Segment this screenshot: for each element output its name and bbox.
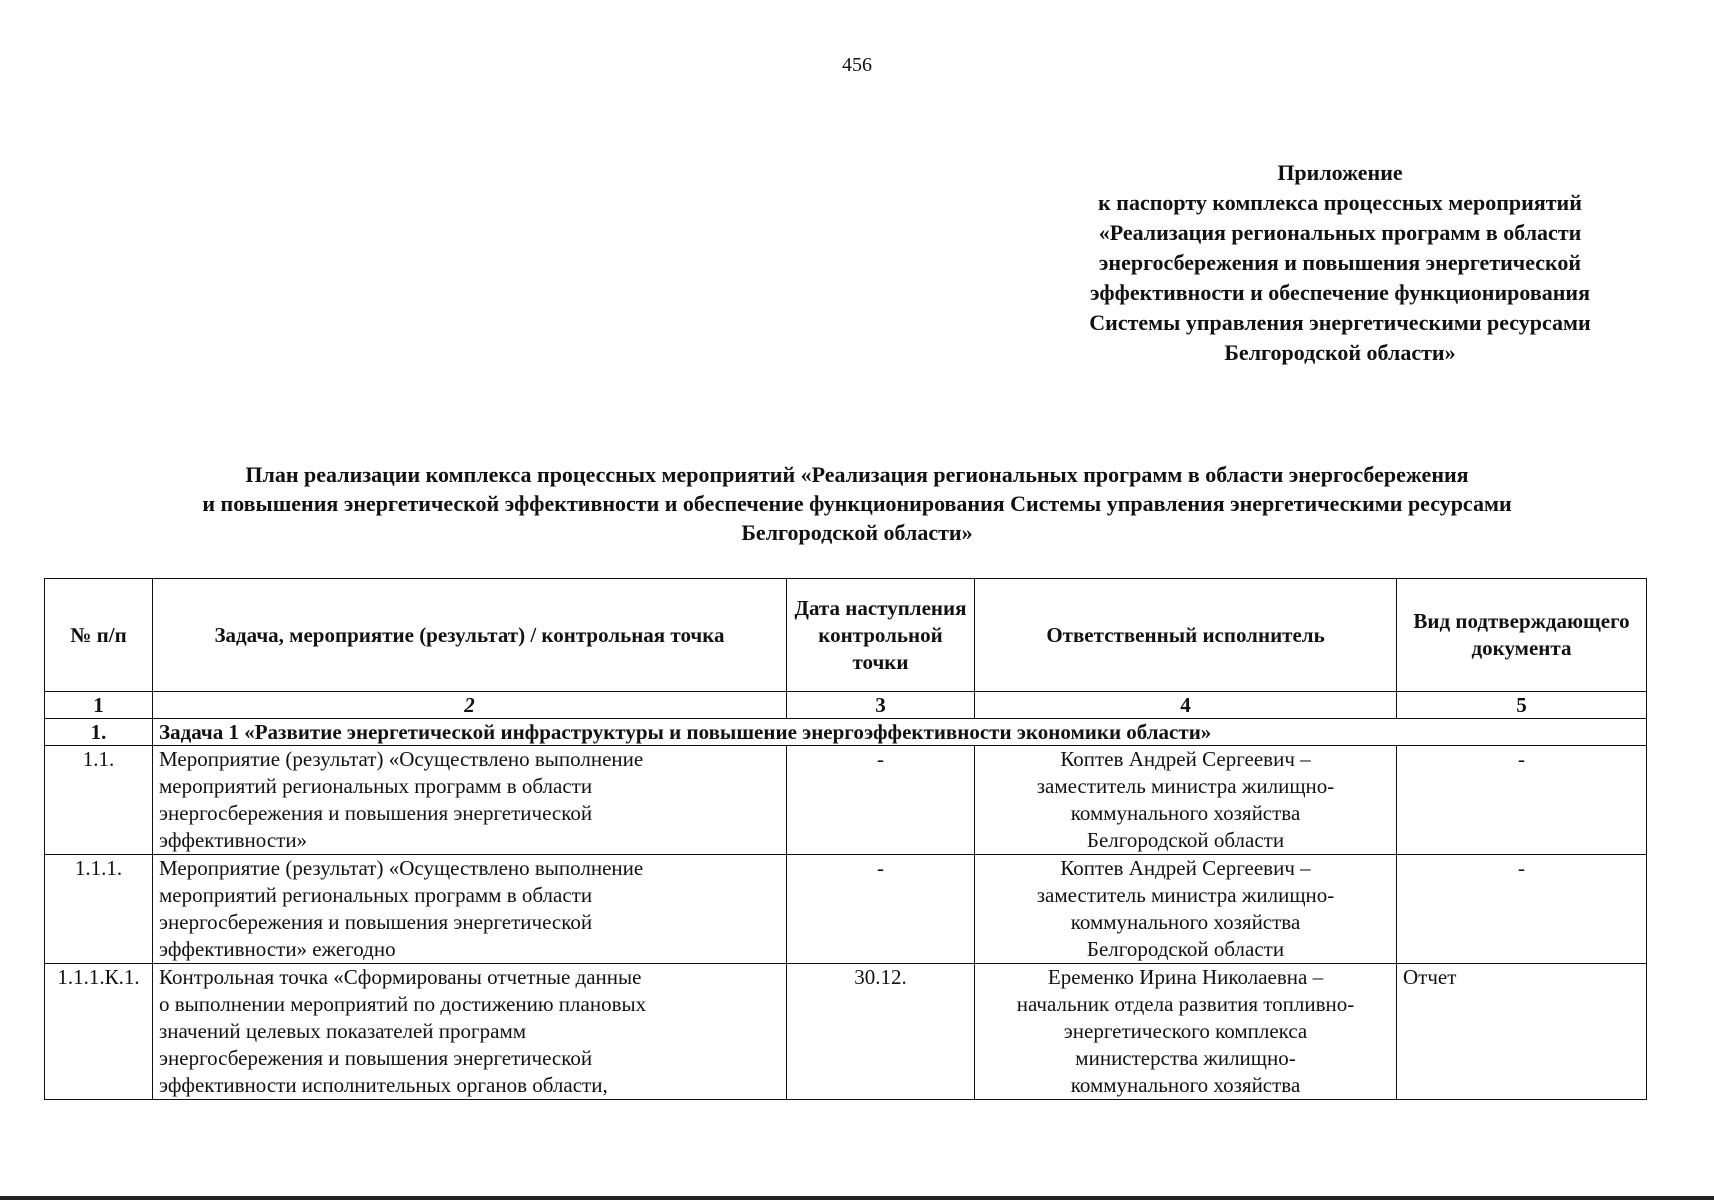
- row-executor-line: начальник отдела развития топливно-: [1016, 992, 1355, 1016]
- row-task-line: эффективности» ежегодно: [159, 937, 396, 961]
- row-task: [153, 746, 787, 855]
- header-date: Дата наступления контрольной точки: [787, 579, 975, 692]
- table-row: [45, 746, 1647, 855]
- row-task-line: значений целевых показателей программ: [159, 1019, 527, 1043]
- row-num: 1.1.1.: [45, 855, 153, 964]
- task-title: Задача 1 «Развитие энергетической инфраструктуры и повышение энергоэффективности экономики области»: [153, 719, 1647, 746]
- row-executor-line: энергетического комплекса: [1063, 1019, 1308, 1043]
- row-executor-line: коммунального хозяйства: [1070, 801, 1301, 825]
- row-executor-line: заместитель министра жилищно-: [1036, 774, 1335, 798]
- appendix-line: Системы управления энергетическими ресурсами: [1089, 310, 1591, 335]
- row-executor-line: коммунального хозяйства: [1070, 910, 1301, 934]
- plan-title-line: и повышения энергетической эффективности и обеспечение функционирования Системы управления энергетическими ресурсами: [202, 491, 1512, 516]
- row-date: 30.12.: [787, 964, 975, 1100]
- row-task-line: эффективности исполнительных органов области,: [159, 1073, 608, 1097]
- scan-bottom-edge: [0, 1196, 1714, 1200]
- column-number: 2: [153, 692, 787, 719]
- row-task-line: о выполнении мероприятий по достижению плановых: [159, 992, 647, 1016]
- row-task-line: энергосбережения и повышения энергетической: [159, 910, 593, 934]
- row-task-line: энергосбережения и повышения энергетической: [159, 1046, 593, 1070]
- row-executor: [975, 964, 1397, 1100]
- row-executor: [975, 855, 1397, 964]
- appendix-line: «Реализация региональных программ в области: [1098, 220, 1582, 245]
- row-task-line: энергосбережения и повышения энергетической: [159, 801, 593, 825]
- table-row: [45, 855, 1647, 964]
- appendix-heading: Приложение: [1277, 160, 1403, 185]
- header-executor: Ответственный исполнитель: [975, 579, 1397, 692]
- column-number: 5: [1397, 692, 1647, 719]
- plan-title: [40, 460, 1674, 547]
- row-document: -: [1397, 855, 1647, 964]
- row-executor-line: Еременко Ирина Николаевна –: [1047, 965, 1324, 989]
- header-document: Вид подтверждающего документа: [1397, 579, 1647, 692]
- task-row: [45, 719, 1647, 746]
- row-executor-line: Коптев Андрей Сергеевич –: [1060, 856, 1311, 880]
- table-row: [45, 964, 1647, 1100]
- column-number: 4: [975, 692, 1397, 719]
- plan-title-line: План реализации комплекса процессных мероприятий «Реализация региональных программ в области энергосбережения: [245, 462, 1469, 487]
- row-task-line: Мероприятие (результат) «Осуществлено выполнение: [159, 856, 644, 880]
- row-date: -: [787, 855, 975, 964]
- row-num: 1.1.1.К.1.: [45, 964, 153, 1100]
- header-task: Задача, мероприятие (результат) / контрольная точка: [153, 579, 787, 692]
- table-header-row: [45, 579, 1647, 692]
- row-executor-line: Коптев Андрей Сергеевич –: [1060, 747, 1311, 771]
- row-executor-line: Белгородской области: [1086, 828, 1285, 852]
- row-task: [153, 964, 787, 1100]
- row-document: -: [1397, 746, 1647, 855]
- header-num: № п/п: [45, 579, 153, 692]
- row-executor-line: министерства жилищно-: [1075, 1046, 1296, 1070]
- page-number: 456: [842, 54, 872, 76]
- appendix-line: Белгородской области»: [1224, 340, 1456, 365]
- row-task-line: Контрольная точка «Сформированы отчетные данные: [159, 965, 642, 989]
- column-number-row: [45, 692, 1647, 719]
- row-task-line: Мероприятие (результат) «Осуществлено выполнение: [159, 747, 644, 771]
- plan-title-line: Белгородской области»: [741, 520, 973, 545]
- row-executor-line: заместитель министра жилищно-: [1036, 883, 1335, 907]
- appendix-line: к паспорту комплекса процессных мероприятий: [1098, 190, 1582, 215]
- row-executor-line: коммунального хозяйства: [1070, 1073, 1301, 1097]
- row-task-line: мероприятий региональных программ в области: [159, 774, 593, 798]
- task-num: 1.: [45, 719, 153, 746]
- row-task: [153, 855, 787, 964]
- row-num: 1.1.: [45, 746, 153, 855]
- column-number: 1: [45, 692, 153, 719]
- plan-table: [44, 578, 1647, 1100]
- row-date: -: [787, 746, 975, 855]
- appendix-block: [1030, 158, 1650, 368]
- row-document: Отчет: [1397, 964, 1647, 1100]
- row-executor-line: Белгородской области: [1086, 937, 1285, 961]
- row-task-line: мероприятий региональных программ в области: [159, 883, 593, 907]
- appendix-line: энергосбережения и повышения энергетической: [1098, 250, 1582, 275]
- row-executor: [975, 746, 1397, 855]
- column-number: 3: [787, 692, 975, 719]
- appendix-line: эффективности и обеспечение функционирования: [1090, 280, 1590, 305]
- row-task-line: эффективности»: [159, 828, 308, 852]
